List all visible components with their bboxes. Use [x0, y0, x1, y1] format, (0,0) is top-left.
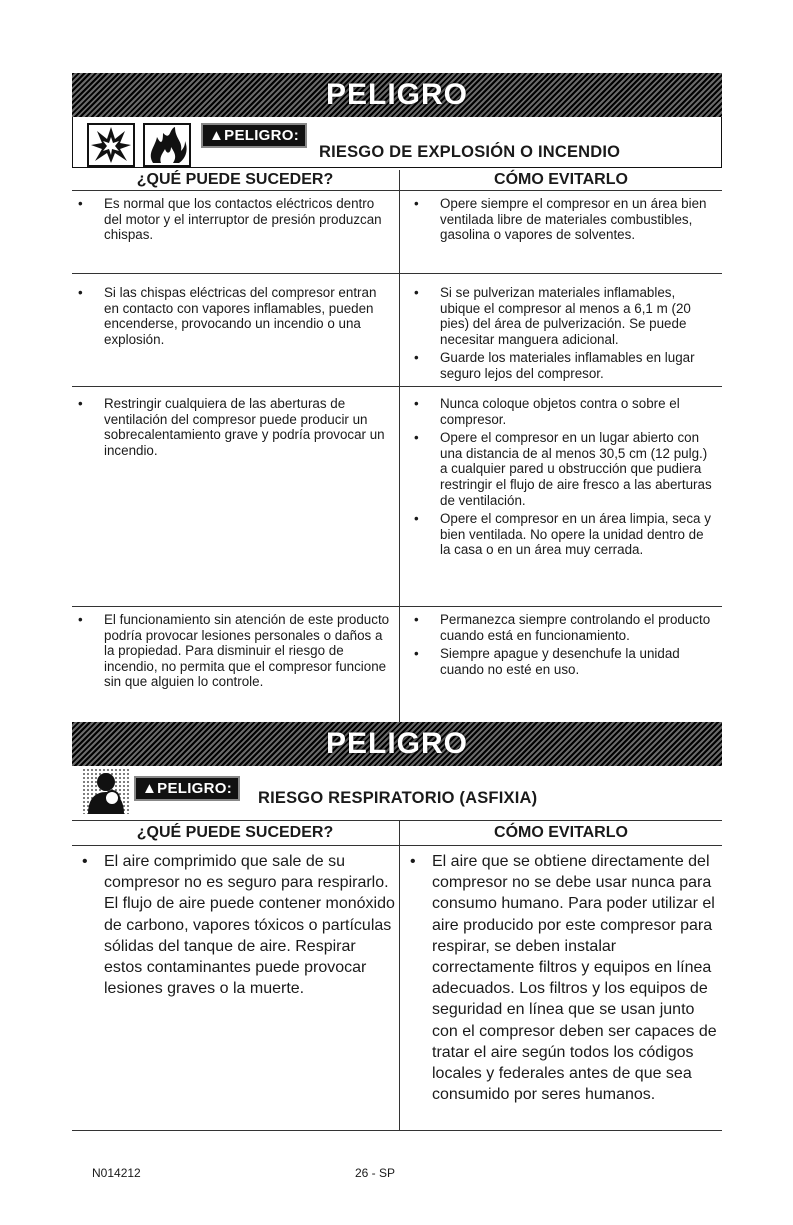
column-header-what-happens: ¿QUÉ PUEDE SUCEDER? [136, 171, 334, 188]
hazard-cause-cell [78, 196, 390, 243]
list-item: • El funcionamiento sin atención de este producto podría provocar lesiones personales o daños a la propiedad. Para disminuir el riesgo de incendio, no permita que el compresor funcione sin que alguien lo controle. [78, 612, 390, 690]
hazard-prevention-cell [414, 612, 714, 677]
column-header-what-happens: ¿QUÉ PUEDE SUCEDER? [136, 824, 334, 841]
danger-banner-text: PELIGRO [325, 78, 468, 111]
danger-banner [72, 722, 722, 766]
explosion-icon [87, 123, 135, 167]
fire-icon [143, 123, 191, 167]
danger-banner [72, 73, 722, 117]
hazard-header [72, 766, 722, 816]
list-item: • Si se pulverizan materiales inflamables, ubique el compresor al menos a 6,1 m (20 pies) del área de pulverización. Se puede necesitar manguera adicional. [414, 285, 714, 347]
divider [72, 1130, 722, 1131]
hazard-prevention-cell [414, 285, 714, 382]
column-divider [399, 170, 400, 722]
list-item: • Guarde los materiales inflamables en lugar seguro lejos del compresor. [414, 350, 714, 381]
column-divider [399, 820, 400, 1130]
divider [72, 820, 722, 821]
respirator-hazard-icon [82, 768, 130, 814]
page-number: 26 - SP [355, 1166, 396, 1180]
hazard-cause-cell [78, 396, 390, 458]
list-item: • Restringir cualquiera de las aberturas de ventilación del compresor puede producir un sobrecalentamiento grave y podría provocar un incendio. [78, 396, 390, 458]
list-item: • Opere el compresor en un área limpia, seca y bien ventilada. No opere la unidad dentro de la casa o en un área muy cerrada. [414, 511, 714, 558]
divider [72, 190, 722, 191]
hazard-header [72, 117, 722, 168]
document-code: N014212 [92, 1166, 141, 1180]
divider [72, 273, 722, 274]
divider [72, 386, 722, 387]
danger-banner-text: PELIGRO [325, 727, 468, 760]
divider [72, 606, 722, 607]
list-item: • Permanezca siempre controlando el producto cuando está en funcionamiento. [414, 612, 714, 643]
hazard-cause-cell [78, 285, 390, 347]
divider [72, 845, 722, 846]
hazard-cause-cell [82, 851, 396, 999]
list-item: • Opere siempre el compresor en un área bien ventilada libre de materiales combustibles, gasolina o vapores de solventes. [414, 196, 714, 243]
list-item: • El aire que se obtiene directamente del compresor no se debe usar nunca para consumo humano. Para poder utilizar el aire producido por este compresor para respirar, se deben instalar correctamente filtros y equipos en línea adecuados. Los filtros y los equipos de seguridad en línea que se usan junto con el compresor deben ser capaces de tratar el aire según todos los códigos locales y federales antes de que sea consumido por seres humanos. [410, 851, 720, 1105]
hazard-prevention-cell [414, 396, 714, 558]
list-item: • Siempre apague y desenchufe la unidad cuando no esté en uso. [414, 646, 714, 677]
list-item: • Opere el compresor en un lugar abierto con una distancia de al menos 30,5 cm (12 pulg.) a cualquier pared u obstrucción que pudiera restringir el flujo de aire fresco a las aberturas de ventilación. [414, 430, 714, 508]
list-item: • Es normal que los contactos eléctricos dentro del motor y el interruptor de presión produzcan chispas. [78, 196, 390, 243]
list-item: • Nunca coloque objetos contra o sobre el compresor. [414, 396, 714, 427]
list-item: • El aire comprimido que sale de su compresor no es seguro para respirarlo. El flujo de aire puede contener monóxido de carbono, vapores tóxicos o partículas sólidas del tanque de aire. Respirar estos contaminantes puede provocar lesiones graves o la muerte. [82, 851, 396, 999]
list-item: • Si las chispas eléctricas del compresor entran en contacto con vapores inflamables, pueden encenderse, provocando un incendio o una explosión. [78, 285, 390, 347]
column-header-how-to-avoid: CÓMO EVITARLO [494, 171, 628, 188]
hazard-cause-cell [78, 612, 390, 690]
hazard-prevention-cell [414, 196, 714, 243]
warning-badge: ▲PELIGRO: [201, 123, 307, 148]
column-header-how-to-avoid: CÓMO EVITARLO [494, 824, 628, 841]
hazard-title: RIESGO RESPIRATORIO (ASFIXIA) [258, 789, 538, 807]
warning-badge: ▲PELIGRO: [134, 776, 240, 801]
hazard-title: RIESGO DE EXPLOSIÓN O INCENDIO [319, 143, 621, 161]
hazard-prevention-cell [410, 851, 720, 1105]
